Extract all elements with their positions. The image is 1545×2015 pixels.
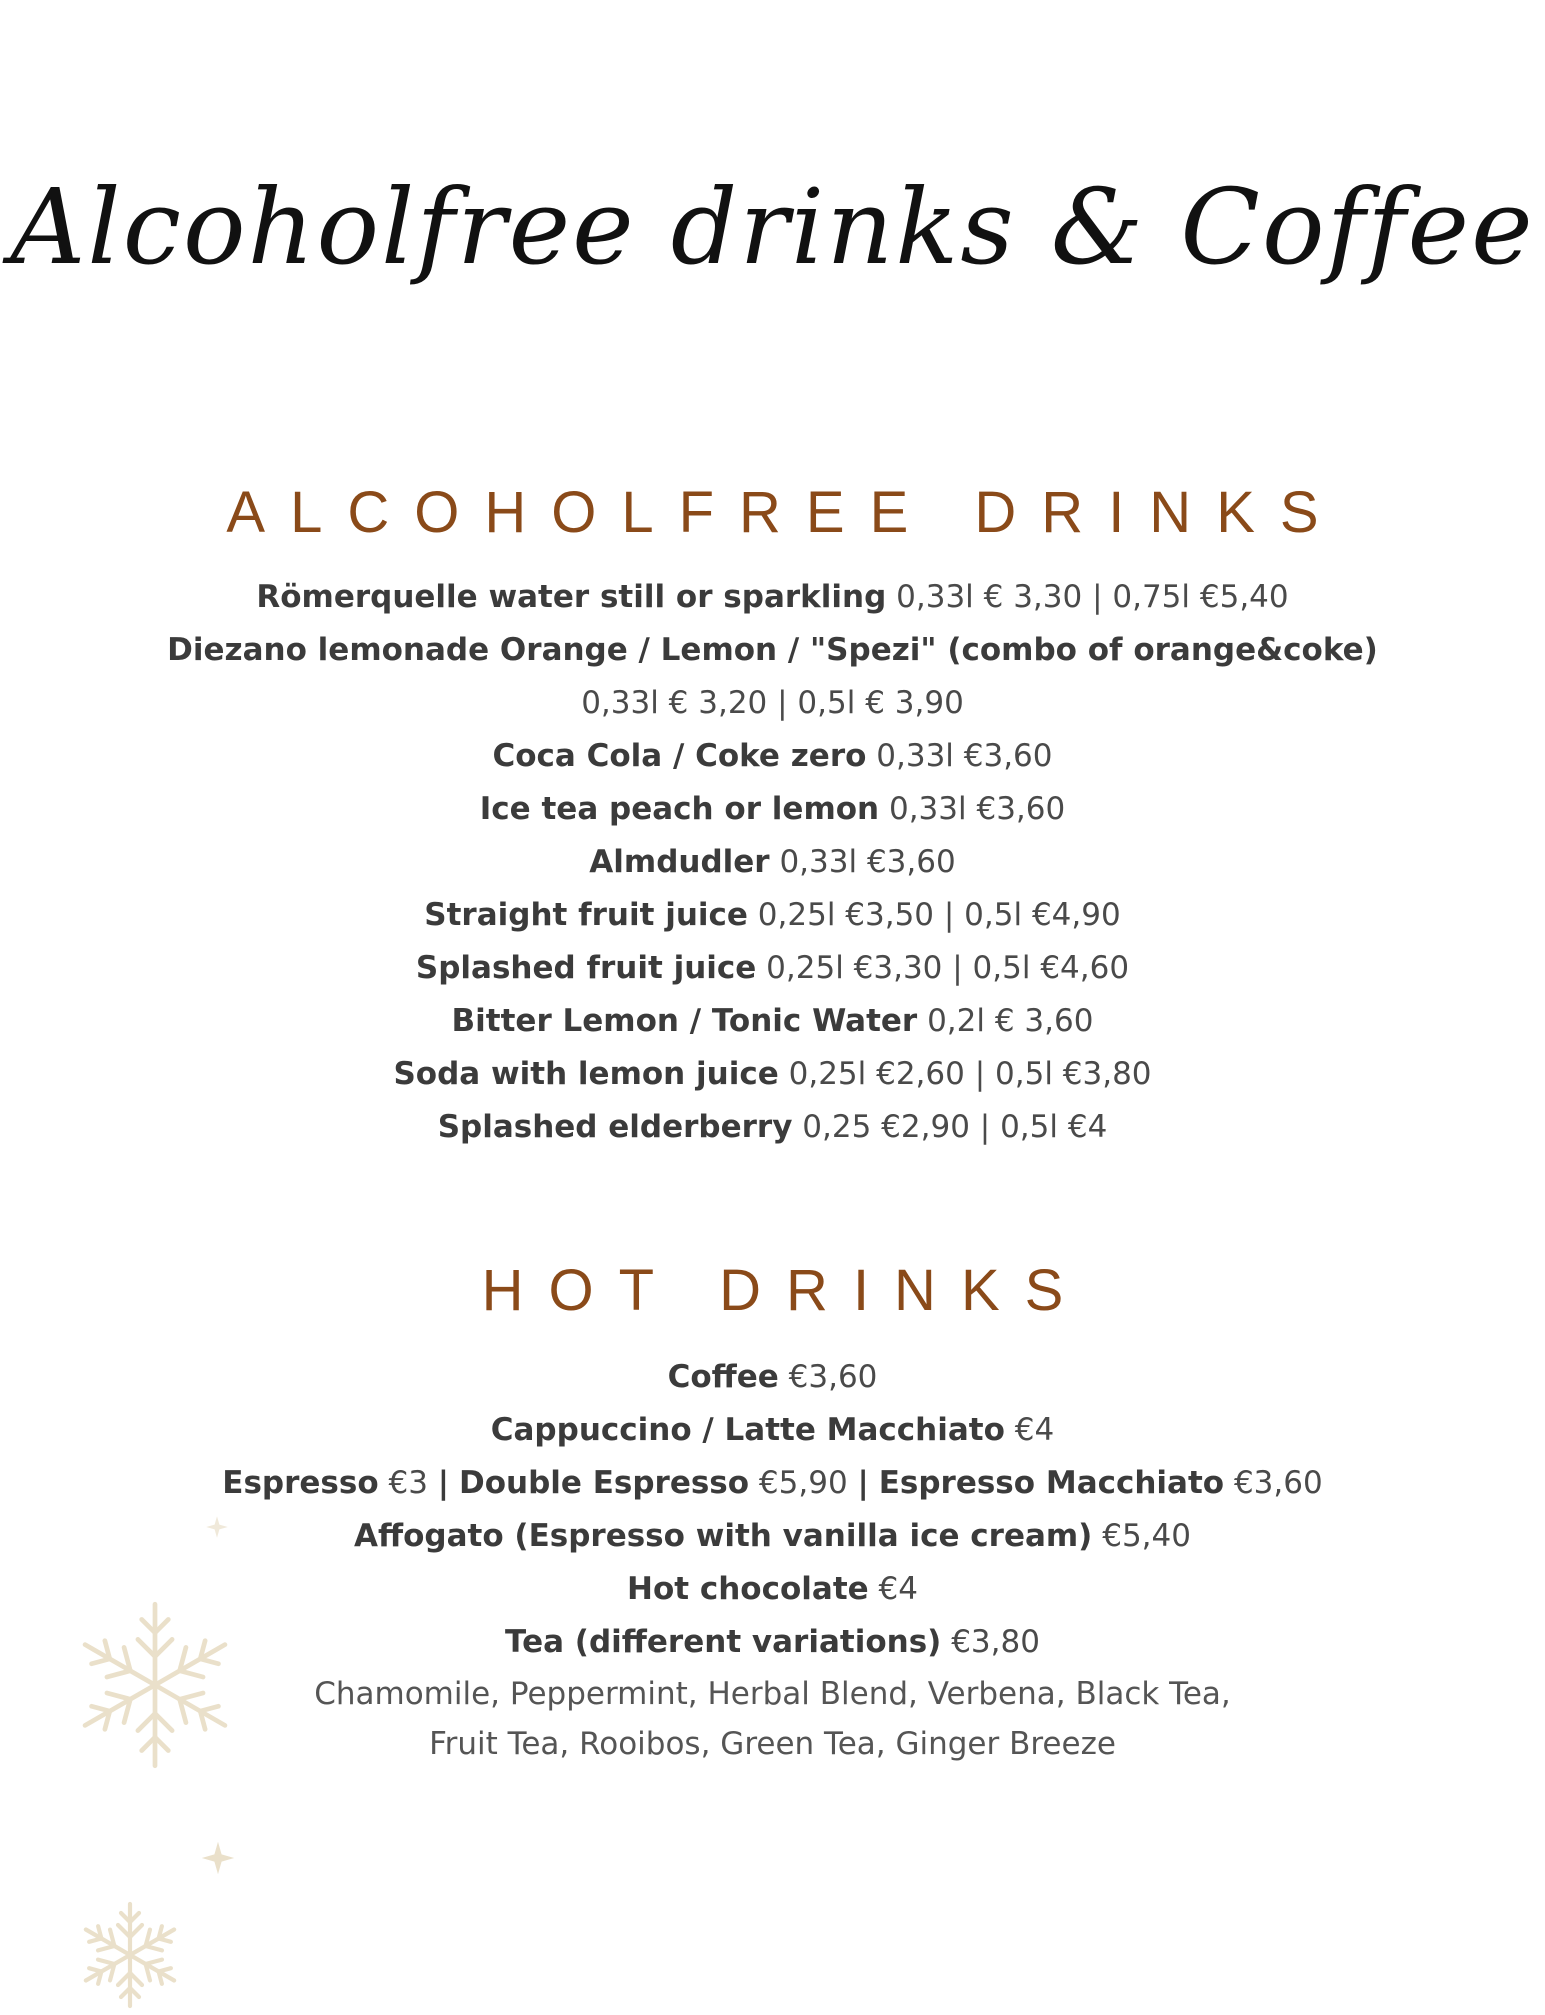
item-name: Straight fruit juice	[424, 897, 748, 933]
item-price: 0,33l € 3,30 | 0,75l €5,40	[896, 579, 1289, 615]
sparkle-icon	[200, 1840, 236, 1876]
item-price: €3,80	[951, 1624, 1040, 1660]
page-title: Alcoholfree drinks & Coffee	[10, 166, 1535, 288]
tea-varieties-line: Fruit Tea, Rooibos, Green Tea, Ginger Breeze	[429, 1726, 1116, 1762]
item-price: 0,33l €3,60	[888, 791, 1066, 827]
item-price: €4	[1014, 1412, 1055, 1448]
item-price: 0,33l €3,60	[876, 738, 1053, 774]
item-name: Almdudler	[589, 844, 770, 880]
separator: |	[857, 1465, 869, 1501]
menu-item	[0, 1351, 1545, 1404]
item-name: Splashed elderberry	[437, 1109, 793, 1145]
menu-item	[0, 783, 1545, 836]
menu-item	[0, 571, 1545, 624]
item-price: 0,25l €3,50 | 0,5l €4,90	[757, 897, 1121, 933]
item-name: Soda with lemon juice	[393, 1056, 779, 1092]
menu-item	[0, 889, 1545, 942]
menu-item	[0, 1510, 1545, 1563]
item-name: Espresso	[222, 1465, 379, 1501]
menu-item-espresso-line	[0, 1457, 1545, 1510]
item-name: Double Espresso	[458, 1465, 750, 1501]
item-name: Tea (different variations)	[505, 1624, 942, 1660]
item-name: Coca Cola / Coke zero	[492, 738, 867, 774]
separator: |	[437, 1465, 450, 1501]
section-heading-hot: HOT DRINKS	[481, 1258, 1089, 1323]
tea-varieties-line: Chamomile, Peppermint, Herbal Blend, Verbena, Black Tea,	[314, 1676, 1231, 1712]
menu-item	[0, 1101, 1545, 1154]
alcoholfree-drinks-list	[0, 571, 1545, 1154]
item-price: €4	[878, 1571, 918, 1607]
item-price: €3,60	[788, 1359, 878, 1395]
item-price: 0,33l €3,60	[779, 844, 956, 880]
section-heading-alcoholfree: ALCOHOLFREE DRINKS	[226, 480, 1344, 545]
menu-item	[0, 836, 1545, 889]
item-price: 0,25 €2,90 | 0,5l €4	[802, 1109, 1108, 1145]
item-price: €5,40	[1102, 1518, 1191, 1554]
menu-item	[0, 1404, 1545, 1457]
item-name: Diezano lemonade Orange / Lemon / "Spezi" (combo of orange&coke)	[167, 632, 1378, 668]
menu-item	[0, 624, 1545, 677]
item-price: €3,60	[1233, 1465, 1323, 1501]
menu-item	[0, 942, 1545, 995]
item-name: Bitter Lemon / Tonic Water	[451, 1003, 918, 1039]
item-price: €3	[388, 1465, 428, 1501]
item-price: 0,25l €3,30 | 0,5l €4,60	[766, 950, 1130, 986]
item-name: Espresso Macchiato	[878, 1465, 1225, 1501]
item-name: Coffee	[667, 1359, 779, 1395]
item-price: 0,33l € 3,20 | 0,5l € 3,90	[581, 685, 964, 721]
item-name: Affogato (Espresso with vanilla ice cream)	[354, 1518, 1093, 1554]
snowflake-icon	[60, 1590, 250, 1780]
menu-item	[0, 730, 1545, 783]
item-name: Cappuccino / Latte Macchiato	[490, 1412, 1005, 1448]
item-price: 0,2l € 3,60	[927, 1003, 1094, 1039]
menu-item	[0, 995, 1545, 1048]
item-name: Splashed fruit juice	[415, 950, 757, 986]
menu-item	[0, 1048, 1545, 1101]
item-name: Hot chocolate	[627, 1571, 869, 1607]
menu-item-price-line	[0, 677, 1545, 730]
snowflake-icon	[70, 1895, 190, 2015]
item-price: 0,25l €2,60 | 0,5l €3,80	[788, 1056, 1152, 1092]
sparkle-icon	[205, 1515, 229, 1539]
item-name: Ice tea peach or lemon	[479, 791, 880, 827]
item-price: €5,90	[758, 1465, 848, 1501]
item-name: Römerquelle water still or sparkling	[256, 579, 887, 615]
